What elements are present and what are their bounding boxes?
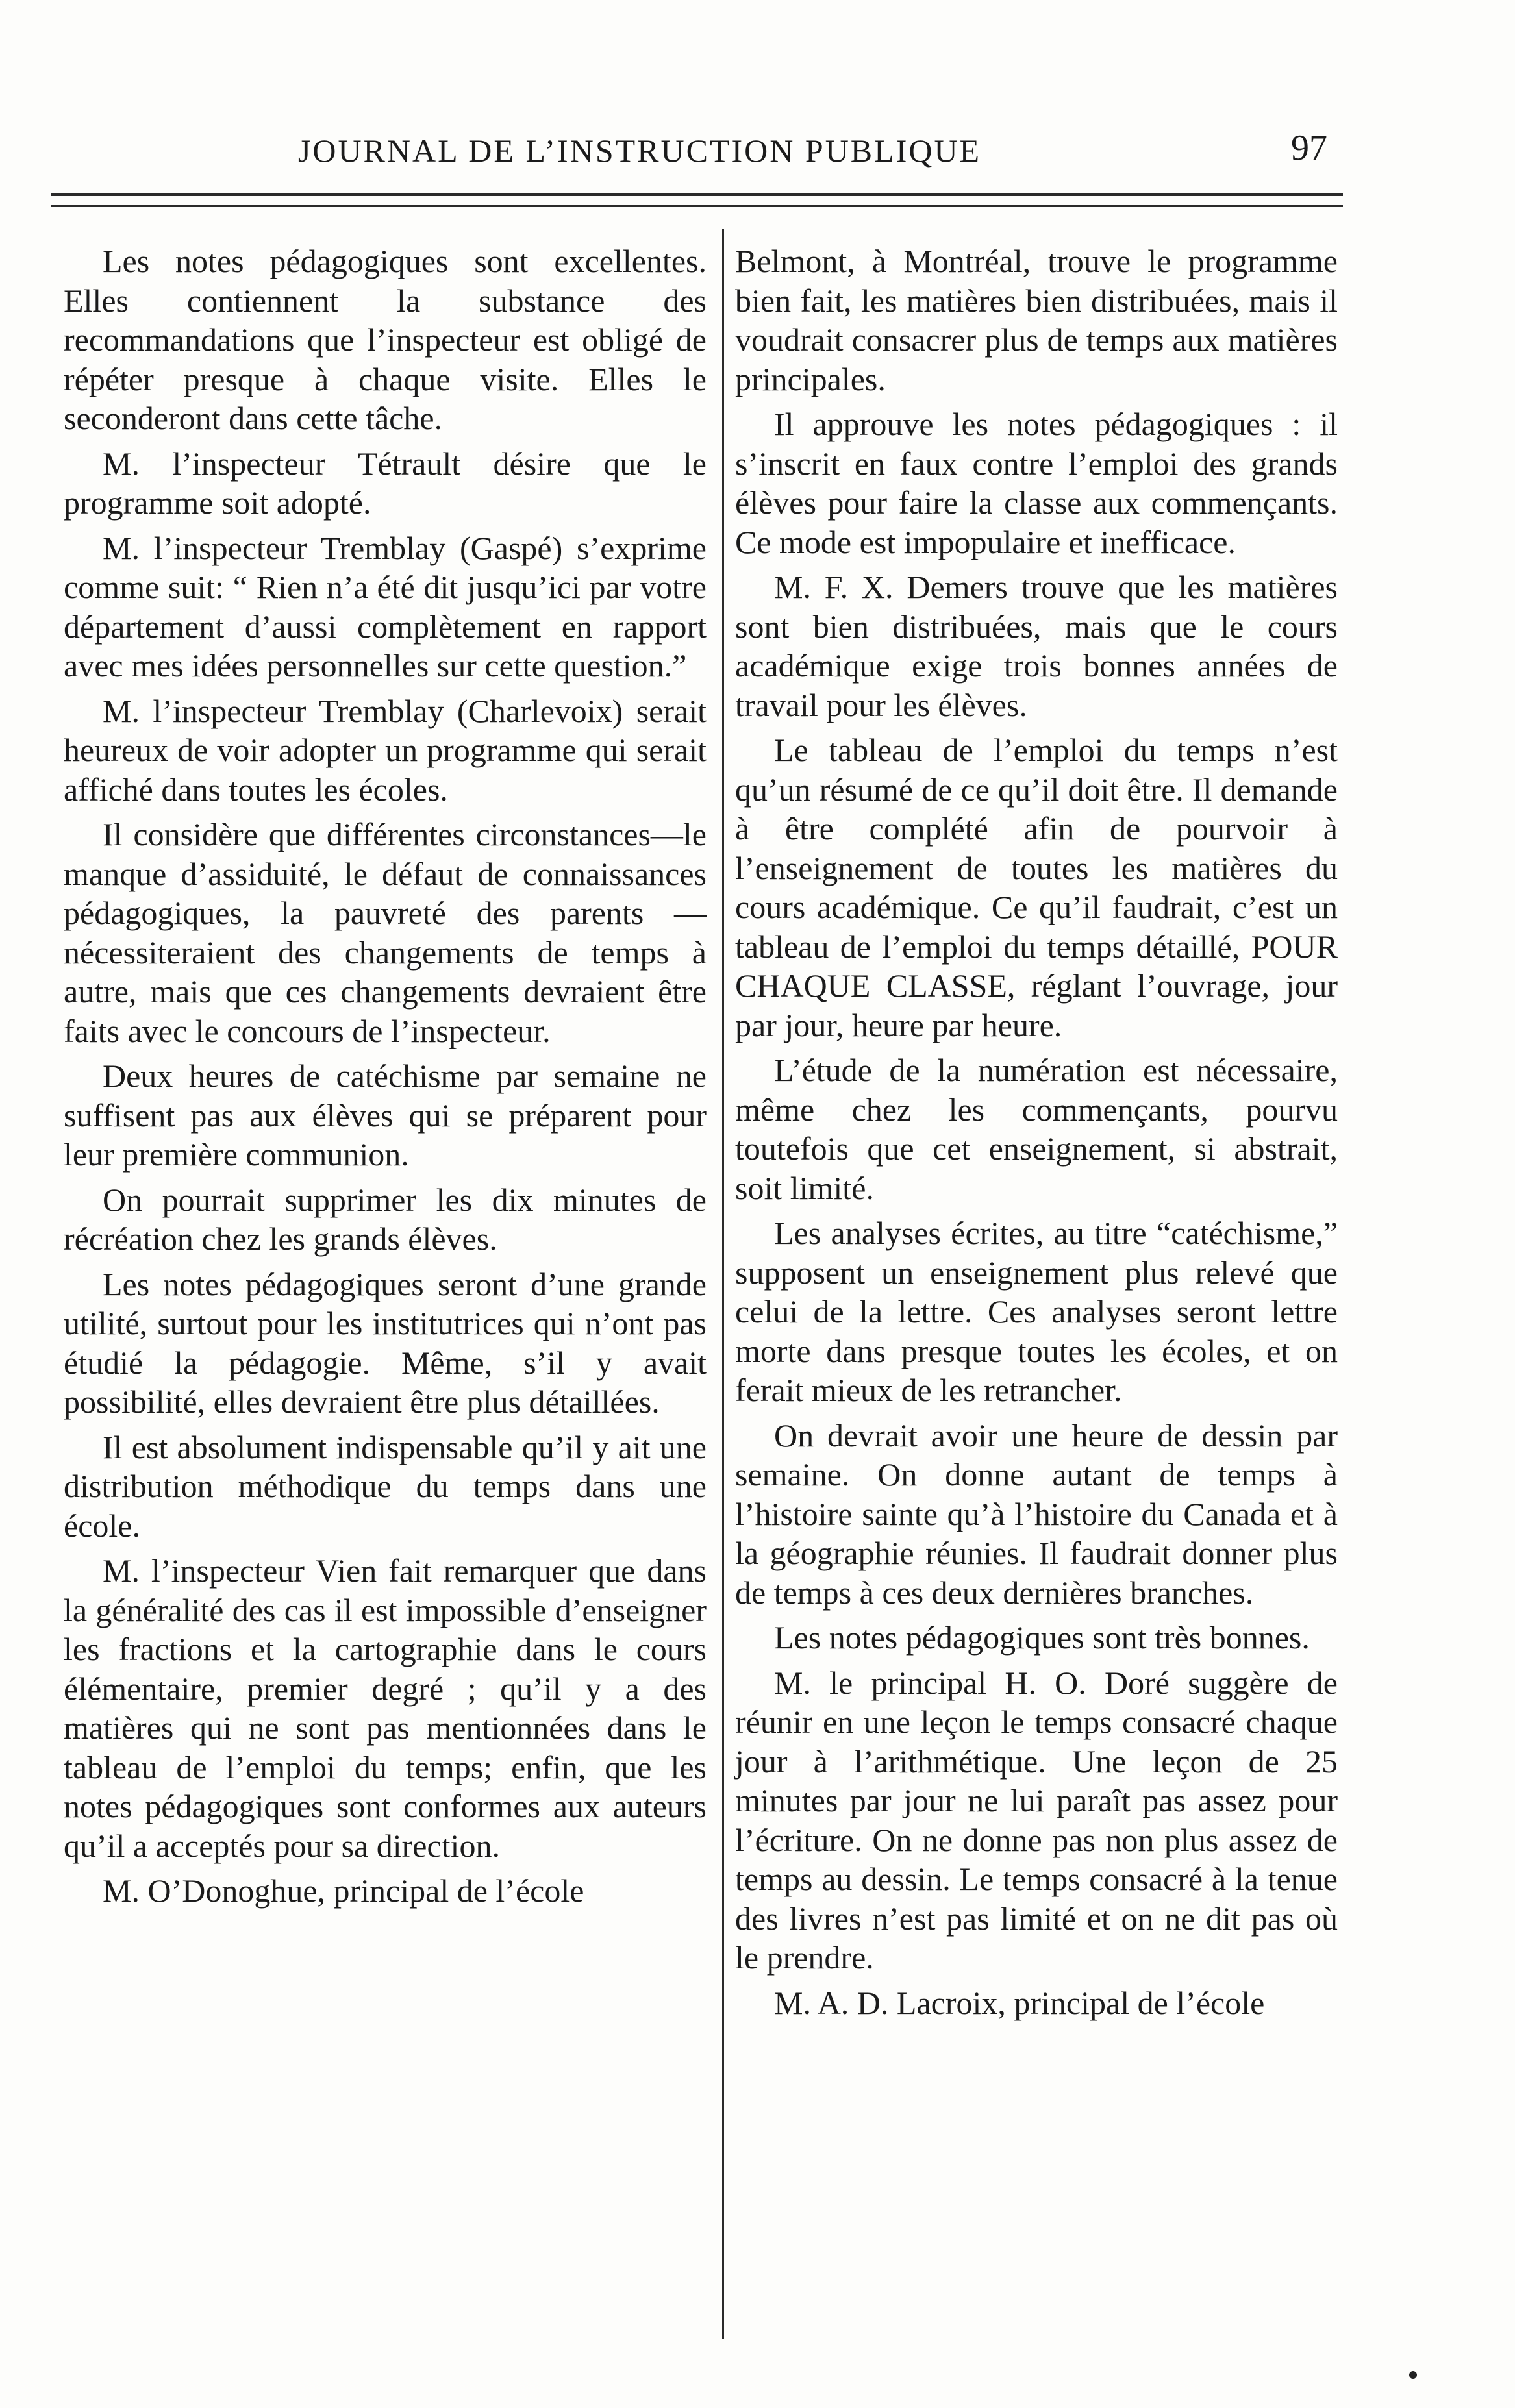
paragraph: Les notes pédagogiques sont excellentes. Elles contiennent la substance des recommandations que l’inspecteur est obligé de répéter presque à chaque visite. Elles le seconderont dans cette tâche. (64, 243, 707, 436)
paragraph: M. l’inspecteur Vien fait remarquer que dans la généralité des cas il est impossible d’enseigner les fractions et la cartographie dans le cours élémentaire, premier degré ; qu’il y a des matières qui ne sont pas mentionnées dans le tableau de l’emploi du temps; enfin, que les notes pédagogiques sont conformes aux auteurs qu’il a acceptés pour sa direction. (64, 1552, 707, 1864)
paragraph: Les notes pédagogiques seront d’une grande utilité, surtout pour les institutrices qui n’ont pas étudié la pédagogie. Même, s’il y avait possibilité, elles devraient être plus détaillées. (64, 1265, 707, 1420)
paragraph: Il approuve les notes pédagogiques : il s’inscrit en faux contre l’emploi des grands élèves pour faire la classe aux commençants. Ce mode est impopulaire et inefficace. (735, 406, 1338, 560)
paragraph: Le tableau de l’emploi du temps n’est qu’un résumé de ce qu’il doit être. Il demande à être complété afin de pourvoir à l’enseignement de toutes les matières du cours académique. Ce qu’il faudrait, c’est un tableau de l’emploi du temps détaillé, POUR CHAQUE CLASSE, réglant l’ouvrage, jour par jour, heure par heure. (735, 732, 1338, 1043)
paragraph-continued: Belmont, à Montréal, trouve le programme bien fait, les matières bien distribuées, mais il voudrait consacrer plus de temps aux matières principales. (735, 243, 1338, 397)
right-column (735, 242, 1338, 2028)
page-number: 97 (1291, 128, 1327, 168)
paragraph: Les notes pédagogiques sont très bonnes. (774, 1619, 1310, 1656)
paragraph: On devrait avoir une heure de dessin par semaine. On donne autant de temps à l’histoire sainte qu’à l’histoire du Canada et à la géographie réunies. Il faudrait donner plus de temps à ces deux dernières branches. (735, 1417, 1338, 1611)
header-rule-thin (51, 205, 1343, 207)
paragraph: M. l’inspecteur Tremblay (Charlevoix) serait heureux de voir adopter un programme qui serait affiché dans toutes les écoles. (64, 692, 707, 808)
paragraph: M. l’inspecteur Tremblay (Gaspé) s’exprime comme suit: “ Rien n’a été dit jusqu’ici par votre département d’aussi complètement en rapport avec mes idées personnelles sur cette question.” (64, 529, 707, 684)
paragraph: M. O’Donoghue, principal de l’école (103, 1872, 584, 1909)
paragraph: M. A. D. Lacroix, principal de l’école (774, 1984, 1265, 2021)
paragraph: Deux heures de catéchisme par semaine ne suffisent pas aux élèves qui se préparent pour leur première communion. (64, 1058, 707, 1173)
ink-speck (1409, 2371, 1417, 2379)
running-header: JOURNAL DE L’INSTRUCTION PUBLIQUE (297, 132, 982, 169)
paragraph: M. le principal H. O. Doré suggère de réunir en une leçon le temps consacré chaque jour à l’arithmétique. Une leçon de 25 minutes par jour ne lui paraît pas assez pour l’écriture. On ne donne pas non plus assez de temps au dessin. Le temps consacré à la tenue des livres n’est pas limité et on ne dit pas où le prendre. (735, 1664, 1338, 1976)
left-column (64, 242, 707, 1917)
paragraph: Il considère que différentes circonstances—le manque d’assiduité, le défaut de connaissances pédagogiques, la pauvreté des parents — nécessiteraient des changements de temps à autre, mais que ces changements devraient être faits avec le concours de l’inspecteur. (64, 816, 707, 1049)
paragraph: M. F. X. Demers trouve que les matières sont bien distribuées, mais que le cours académique exige trois bonnes années de travail pour les élèves. (735, 569, 1338, 723)
column-divider (722, 229, 724, 2339)
header-rule (51, 193, 1343, 196)
paragraph: M. l’inspecteur Tétrault désire que le programme soit adopté. (64, 445, 707, 521)
paragraph: Il est absolument indispensable qu’il y ait une distribution méthodique du temps dans une école. (64, 1428, 707, 1544)
paragraph: L’étude de la numération est nécessaire, même chez les commençants, pourvu toutefois que cet enseignement, si abstrait, soit limité. (735, 1052, 1338, 1206)
paragraph: On pourrait supprimer les dix minutes de récréation chez les grands élèves. (64, 1181, 707, 1257)
paragraph: Les analyses écrites, au titre “catéchisme,” supposent un enseignement plus relevé que celui de la lettre. Ces analyses seront lettre morte dans presque toutes les écoles, et on ferait mieux de les retrancher. (735, 1215, 1338, 1408)
